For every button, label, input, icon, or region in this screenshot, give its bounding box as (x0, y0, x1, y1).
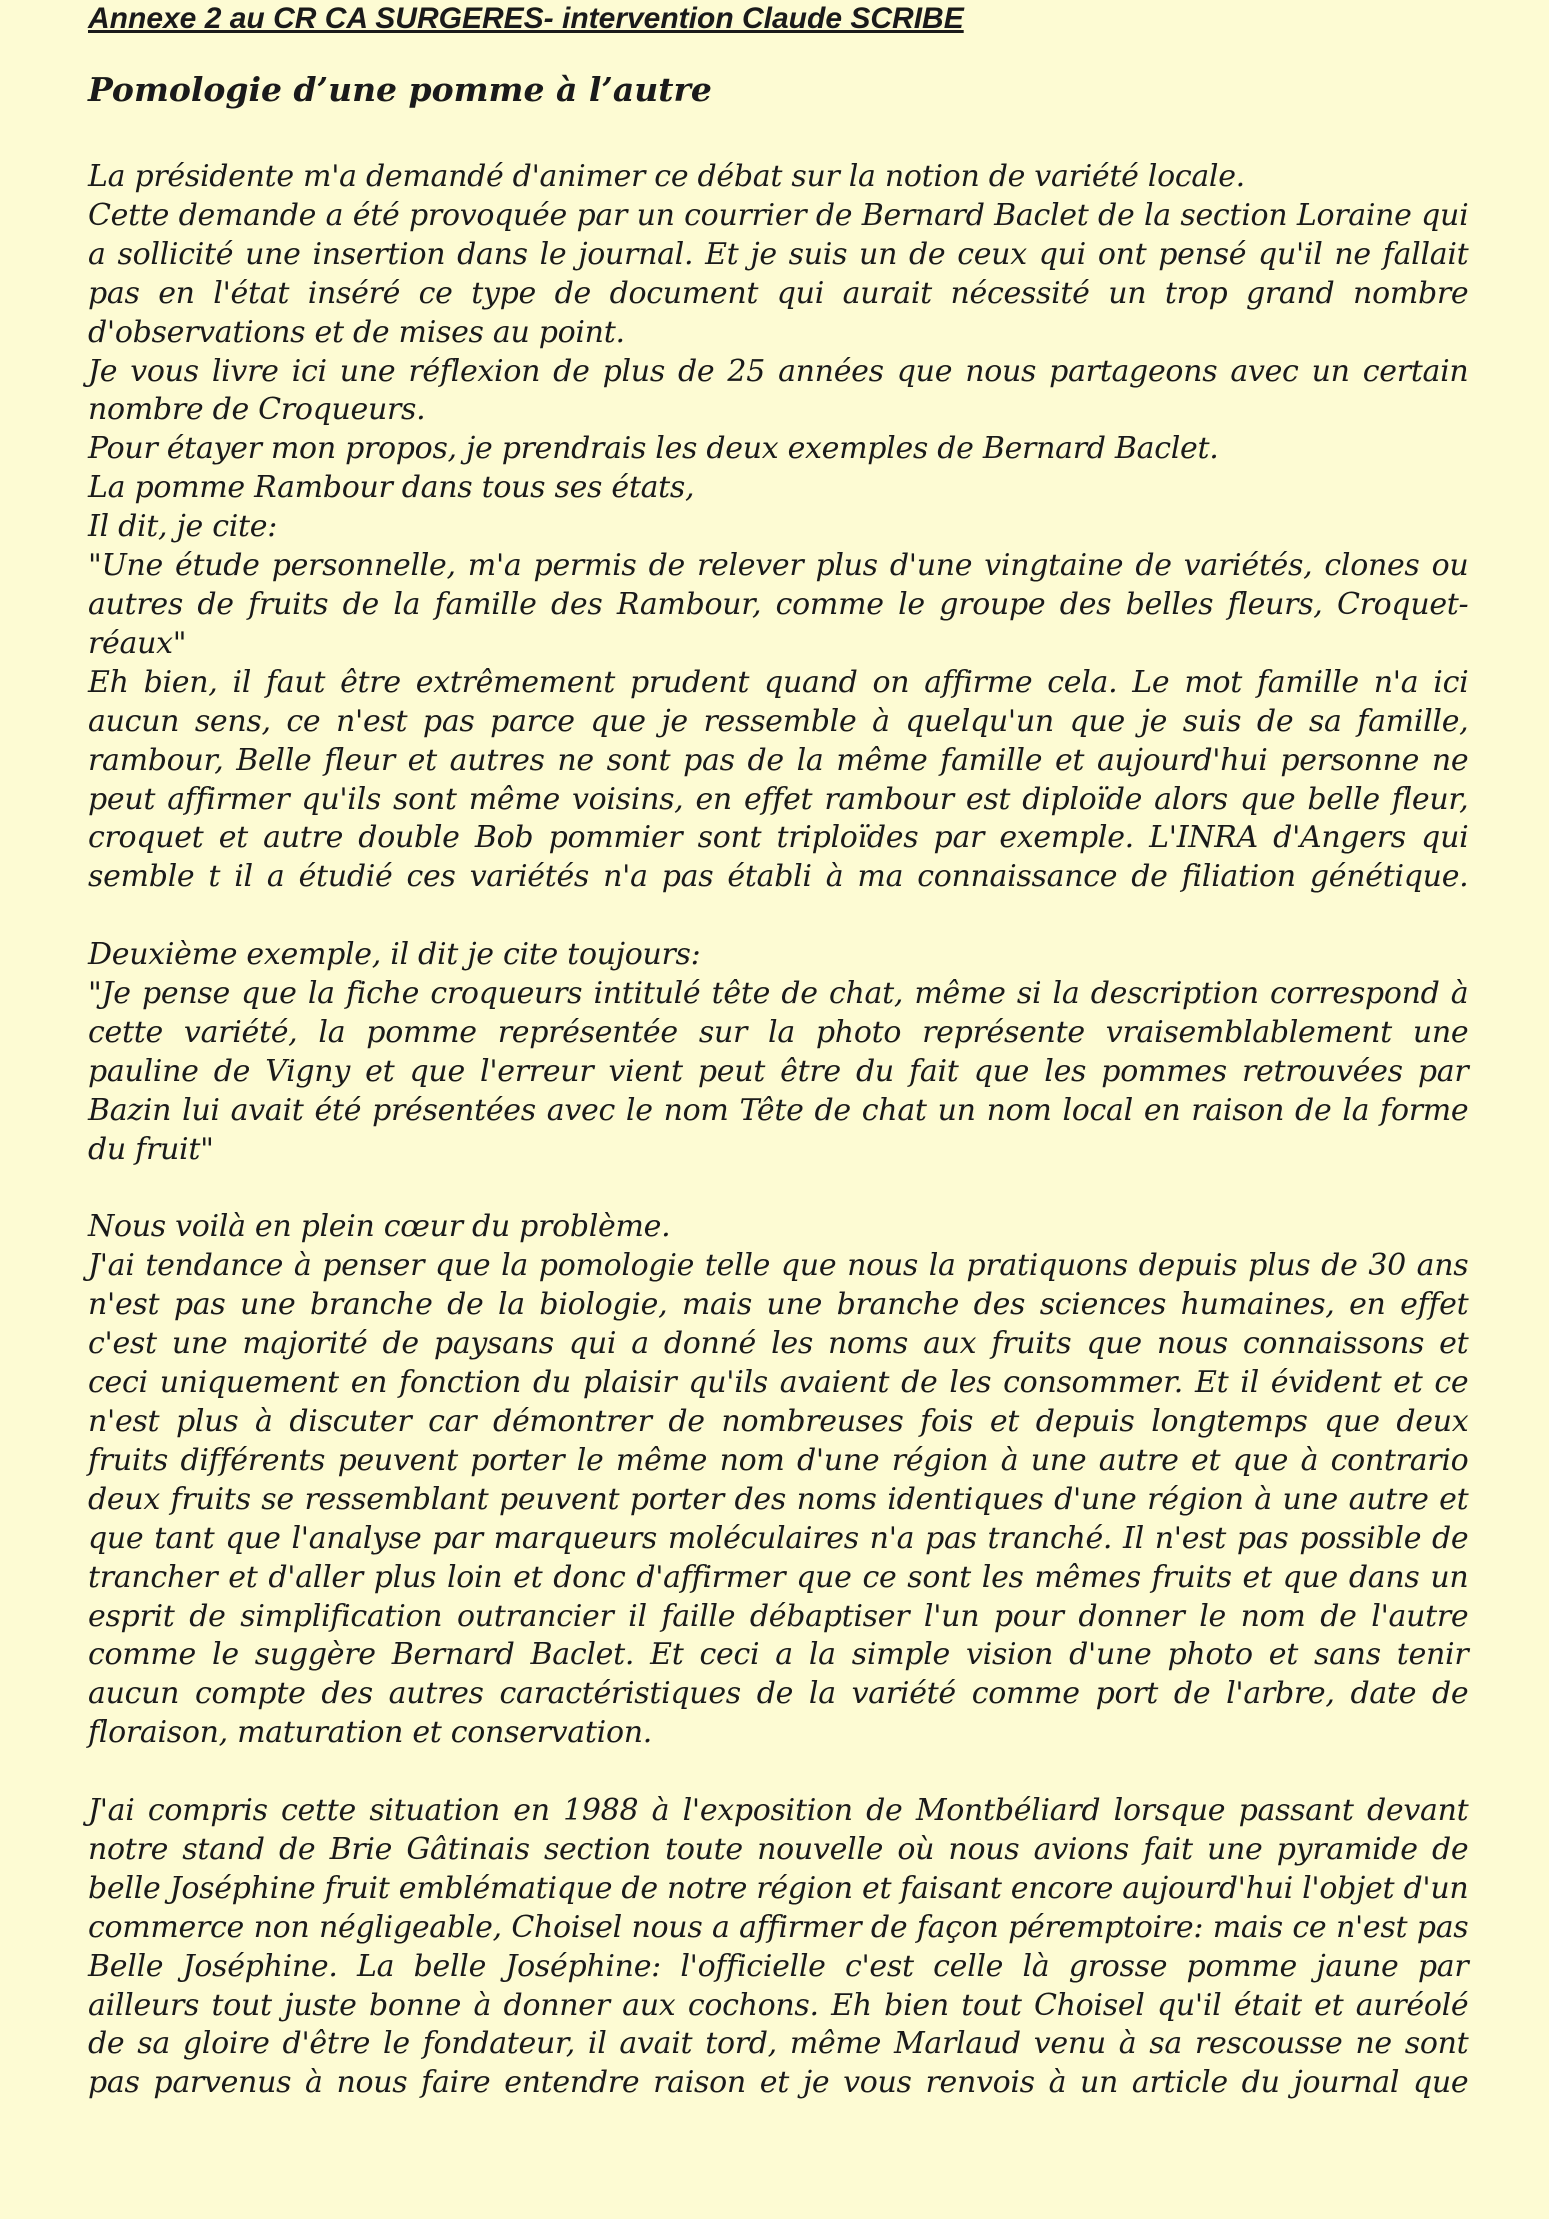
text-line: La présidente m'a demandé d'animer ce débat sur la notion de variété locale. (88, 159, 1245, 194)
text-line: cette variété, la pomme représentée sur la photo représente vraisemblablement une (88, 1014, 1469, 1050)
text-line: fruits différents peuvent porter le même nom d'une région à une autre et que à contrario (88, 1442, 1469, 1478)
text-line: Nous voilà en plein cœur du problème. (88, 1209, 671, 1245)
text-line: peut affirmer qu'ils sont même voisins, en effet rambour est diploïde alors que belle fleur, (88, 781, 1469, 817)
text-line: trancher et d'aller plus loin et donc d'affirmer que ce sont les mêmes fruits et que dans un (88, 1559, 1469, 1595)
text-line: Eh bien, il faut être extrêmement prudent quand on affirme cela. Le mot famille n'a ici (88, 664, 1469, 700)
text-line: rambour, Belle fleur et autres ne sont pas de la même famille et aujourd'hui personne ne (88, 742, 1469, 778)
text-line: deux fruits se ressemblant peuvent porter des noms identiques d'une région à une autre et (88, 1481, 1469, 1517)
text-line: Cette demande a été provoquée par un courrier de Bernard Baclet de la section Loraine qui (88, 197, 1469, 233)
text-line: a sollicité une insertion dans le journal. Et je suis un de ceux qui ont pensé qu'il ne fallait (88, 236, 1469, 272)
annex-heading: Annexe 2 au CR CA SURGERES- intervention Claude SCRIBE (88, 2, 964, 35)
text-line: pas en l'état inséré ce type de document qui aurait nécessité un trop grand nombre (88, 275, 1469, 311)
text-line: belle Joséphine fruit emblématique de notre région et faisant encore aujourd'hui l'objet d'un (88, 1870, 1469, 1906)
text-line: esprit de simplification outrancier il faille débaptiser l'un pour donner le nom de l'autre (88, 1598, 1469, 1634)
text-line: de sa gloire d'être le fondateur, il avait tord, même Marlaud venu à sa rescousse ne sont (88, 2026, 1469, 2062)
paragraph-gap (88, 1753, 1468, 1792)
paragraph-gap (88, 1170, 1468, 1209)
text-line: Je vous livre ici une réflexion de plus de 25 années que nous partageons avec un certain (88, 353, 1469, 389)
text-line: d'observations et de mises au point. (88, 314, 625, 350)
text-line: que tant que l'analyse par marqueurs moléculaires n'a pas tranché. Il n'est pas possible de (88, 1520, 1469, 1556)
text-line: "Une étude personnelle, m'a permis de relever plus d'une vingtaine de variétés, clones ou (88, 548, 1469, 584)
text-line: Il dit, je cite: (88, 509, 278, 545)
text-line: réaux" (88, 625, 187, 661)
text-line: c'est une majorité de paysans qui a donné les noms aux fruits que nous connaissons et (88, 1326, 1469, 1362)
text-line: pas parvenus à nous faire entendre raison et je vous renvois à un article du journal que (88, 2065, 1469, 2101)
text-line: J'ai compris cette situation en 1988 à l'exposition de Montbéliard lorsque passant devant (88, 1793, 1469, 1829)
text-line: croquet et autre double Bob pommier sont triploïdes par exemple. L'INRA d'Angers qui (88, 820, 1469, 856)
text-line: semble t il a étudié ces variétés n'a pas établi à ma connaissance de filiation génétique. (88, 859, 1469, 895)
text-line: J'ai tendance à penser que la pomologie telle que nous la pratiquons depuis plus de 30 ans (88, 1248, 1469, 1284)
document-body (88, 158, 1468, 2103)
document-title: Pomologie d’une pomme à l’autre (88, 70, 712, 109)
text-line: Bazin lui avait été présentées avec le nom Tête de chat un nom local en raison de la forme (88, 1092, 1469, 1128)
text-line: nombre de Croqueurs. (88, 392, 426, 428)
paragraph-gap (88, 897, 1468, 936)
text-line: commerce non négligeable, Choisel nous a affirmer de façon péremptoire: mais ce n'est pas (88, 1909, 1469, 1945)
text-line: La pomme Rambour dans tous ses états, (88, 470, 695, 506)
text-line: notre stand de Brie Gâtinais section toute nouvelle où nous avions fait une pyramide de (88, 1831, 1469, 1867)
text-line: "Je pense que la fiche croqueurs intitulé tête de chat, même si la description correspond à (88, 976, 1469, 1012)
text-line: autres de fruits de la famille des Rambour, comme le groupe des belles fleurs, Croquet- (88, 586, 1469, 622)
text-line: Belle Joséphine. La belle Joséphine: l'officielle c'est celle là grosse pomme jaune par (88, 1948, 1469, 1984)
text-line: n'est plus à discuter car démontrer de nombreuses fois et depuis longtemps que deux (88, 1403, 1469, 1439)
text-line: floraison, maturation et conservation. (88, 1715, 652, 1751)
text-line: aucun sens, ce n'est pas parce que je ressemble à quelqu'un que je suis de sa famille, (88, 703, 1469, 739)
text-line: Deuxième exemple, il dit je cite toujours: (88, 937, 701, 973)
text-line: aucun compte des autres caractéristiques de la variété comme port de l'arbre, date de (88, 1676, 1469, 1712)
text-line: n'est pas une branche de la biologie, mais une branche des sciences humaines, en effet (88, 1287, 1469, 1323)
text-line: comme le suggère Bernard Baclet. Et ceci a la simple vision d'une photo et sans tenir (88, 1637, 1469, 1673)
text-line: ailleurs tout juste bonne à donner aux cochons. Eh bien tout Choisel qu'il était et auréolé (88, 1987, 1469, 2023)
text-line: du fruit" (88, 1131, 214, 1167)
text-line: Pour étayer mon propos, je prendrais les deux exemples de Bernard Baclet. (88, 431, 1219, 467)
text-line: ceci uniquement en fonction du plaisir qu'ils avaient de les consommer. Et il évident et ce (88, 1365, 1469, 1401)
text-line: pauline de Vigny et que l'erreur vient peut être du fait que les pommes retrouvées par (88, 1053, 1469, 1089)
